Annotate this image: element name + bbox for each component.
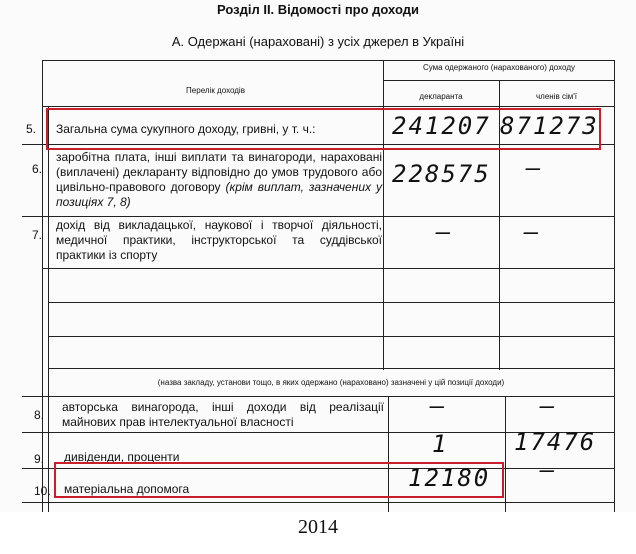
- header-family: членів сім'ї: [536, 92, 577, 101]
- header-bottom: [42, 106, 614, 107]
- row10-bottom: [22, 502, 614, 503]
- header-list: Перелік доходів: [186, 86, 245, 95]
- row8-top: [22, 396, 614, 397]
- blank-line-1: [48, 302, 614, 303]
- blank-line-2: [48, 336, 614, 337]
- family-value: —: [526, 154, 543, 182]
- row-label-text: заробітна плата, інші виплати та винагороди, нараховані (виплачені) декларанту відповідно до умов трудового або цивільно-правового договору: [56, 150, 382, 194]
- row-label: Загальна сума сукупного доходу, гривні, у т. ч.:: [56, 122, 316, 136]
- section-title: Розділ ІІ. Відомості про доходи: [217, 2, 419, 17]
- row-label: матеріальна допомога: [64, 482, 190, 496]
- row-number: 10.: [34, 484, 51, 498]
- declarant-value: —: [430, 392, 447, 420]
- family-value: —: [540, 456, 557, 484]
- declarant-value: 1: [432, 430, 449, 458]
- declarant-col-left-border: [383, 60, 384, 370]
- left-border: [42, 60, 43, 512]
- table-top-border: [42, 60, 614, 61]
- right-border: [614, 60, 615, 512]
- highlight-row5: [46, 108, 601, 150]
- row-number: 6.: [32, 162, 43, 176]
- family-col-left-border-lower: [505, 396, 506, 512]
- highlight-row10: [54, 462, 504, 498]
- blank-line-3: [48, 368, 614, 369]
- header-sum: Сума одержаного (нарахованого) доходу: [422, 63, 575, 72]
- family-value: 17476: [514, 428, 597, 456]
- declarant-value: 241207: [392, 112, 491, 140]
- header-declarant: декларанта: [419, 92, 463, 101]
- declarant-value: —: [436, 218, 453, 246]
- row6-bottom: [22, 216, 614, 217]
- family-value: —: [524, 218, 541, 246]
- row-label: дивіденди, проценти: [64, 450, 180, 464]
- row-number: 5.: [26, 122, 37, 136]
- row-number: 9.: [34, 452, 45, 466]
- row7-bottom: [42, 268, 614, 269]
- institution-note: (назва закладу, установи тощо, в яких одержано (нараховано) зазначені у цій позиції доходи): [157, 378, 505, 387]
- list-col-right-border: [48, 106, 49, 512]
- family-value: 871273: [500, 112, 599, 140]
- caption-year: 2014: [298, 516, 338, 538]
- row-number: 8.: [34, 408, 45, 422]
- row-label: дохід від викладацької, наукової і творчої діяльності, медичної практики, інструкторської та суддівської практики із спорту: [56, 218, 382, 262]
- subsection-title: А. Одержані (нараховані) з усіх джерел в Україні: [171, 34, 465, 49]
- row-label: авторська винагорода, інші доходи від реалізації майнових прав інтелектуальної власності: [62, 400, 384, 429]
- row-label: [56, 150, 382, 210]
- declarant-value: 12180: [408, 464, 491, 492]
- declarant-value: 228575: [392, 160, 491, 188]
- row-label-italic: (крім виплат, зазначених у позиціях 7, 8): [56, 180, 382, 209]
- family-value: —: [540, 392, 557, 420]
- row-number: 7.: [32, 228, 43, 242]
